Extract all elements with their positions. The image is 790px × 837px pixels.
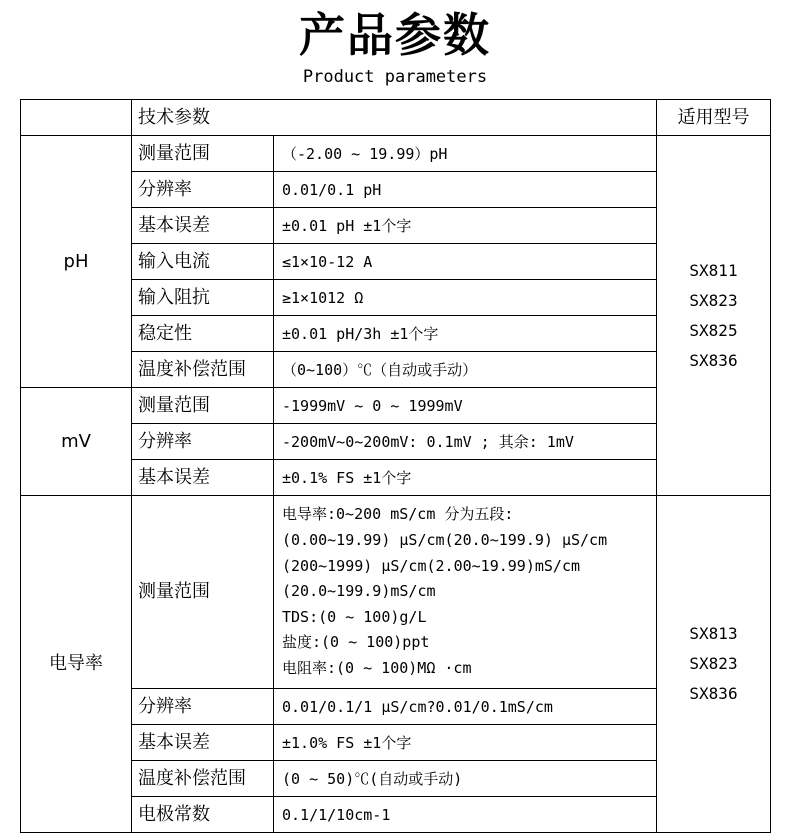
model-label: SX836	[689, 684, 738, 703]
row-label: 基本误差	[132, 208, 274, 244]
row-label: 基本误差	[132, 725, 274, 761]
row-label: 测量范围	[132, 388, 274, 424]
parameter-table	[20, 99, 771, 833]
row-value: ±0.01 pH/3h ±1个字	[274, 316, 657, 352]
range-line: (0.00~19.99) μS/cm(20.0~199.9) μS/cm	[282, 531, 608, 550]
row-label: 温度补偿范围	[132, 761, 274, 797]
range-line: 盐度:(0 ~ 100)ppt	[282, 633, 430, 652]
row-value: ≤1×10-12 A	[274, 244, 657, 280]
header-blank-cell	[21, 100, 132, 136]
range-line: 电阻率:(0 ~ 100)MΩ ·cm	[282, 658, 472, 677]
model-label: SX813	[689, 624, 738, 643]
group-name-conductivity: 电导率	[21, 496, 132, 833]
models-ph-mv	[657, 136, 771, 496]
page-subtitle: Product parameters	[302, 67, 488, 87]
row-value: (0 ~ 50)℃(自动或手动)	[274, 761, 657, 797]
range-line: (20.0~199.9)mS/cm	[282, 582, 436, 601]
row-value: 0.1/1/10cm-1	[274, 797, 657, 833]
table-row	[21, 136, 771, 172]
range-line: TDS:(0 ~ 100)g/L	[282, 607, 427, 626]
range-line: 电导率:0~200 mS/cm 分为五段:	[282, 505, 514, 524]
header-model: 适用型号	[657, 100, 771, 136]
group-name-ph: pH	[21, 136, 132, 388]
range-line: (200~1999) μS/cm(2.00~19.99)mS/cm	[282, 556, 581, 575]
row-label: 温度补偿范围	[132, 352, 274, 388]
table-header-row	[21, 100, 771, 136]
row-value: （0~100）℃（自动或手动）	[274, 352, 657, 388]
row-value: 0.01/0.1 pH	[274, 172, 657, 208]
row-label: 稳定性	[132, 316, 274, 352]
row-value: （-2.00 ~ 19.99）pH	[274, 136, 657, 172]
page-title: 产品参数	[299, 8, 491, 62]
model-label: SX823	[689, 290, 738, 310]
row-value: ±0.1% FS ±1个字	[274, 460, 657, 496]
row-label: 测量范围	[132, 496, 274, 689]
conductivity-range-lines	[274, 496, 657, 689]
row-label: 分辨率	[132, 172, 274, 208]
row-label: 输入阻抗	[132, 280, 274, 316]
row-value: 0.01/0.1/1 μS/cm?0.01/0.1mS/cm	[274, 689, 657, 725]
row-value: ≥1×1012 Ω	[274, 280, 657, 316]
row-label: 测量范围	[132, 136, 274, 172]
row-label: 输入电流	[132, 244, 274, 280]
row-value: ±1.0% FS ±1个字	[274, 725, 657, 761]
row-label: 基本误差	[132, 460, 274, 496]
model-label: SX823	[689, 654, 738, 673]
row-value: -200mV~0~200mV: 0.1mV ; 其余: 1mV	[274, 424, 657, 460]
table-row	[21, 496, 771, 689]
models-conductivity	[657, 496, 771, 833]
row-value: ±0.01 pH ±1个字	[274, 208, 657, 244]
model-label: SX825	[689, 320, 738, 340]
row-label: 分辨率	[132, 424, 274, 460]
model-label: SX836	[689, 350, 738, 370]
header-param: 技术参数	[132, 100, 657, 136]
row-value: -1999mV ~ 0 ~ 1999mV	[274, 388, 657, 424]
row-label: 电极常数	[132, 797, 274, 833]
row-label: 分辨率	[132, 689, 274, 725]
model-label: SX811	[689, 260, 738, 280]
group-name-mv: mV	[21, 388, 132, 496]
